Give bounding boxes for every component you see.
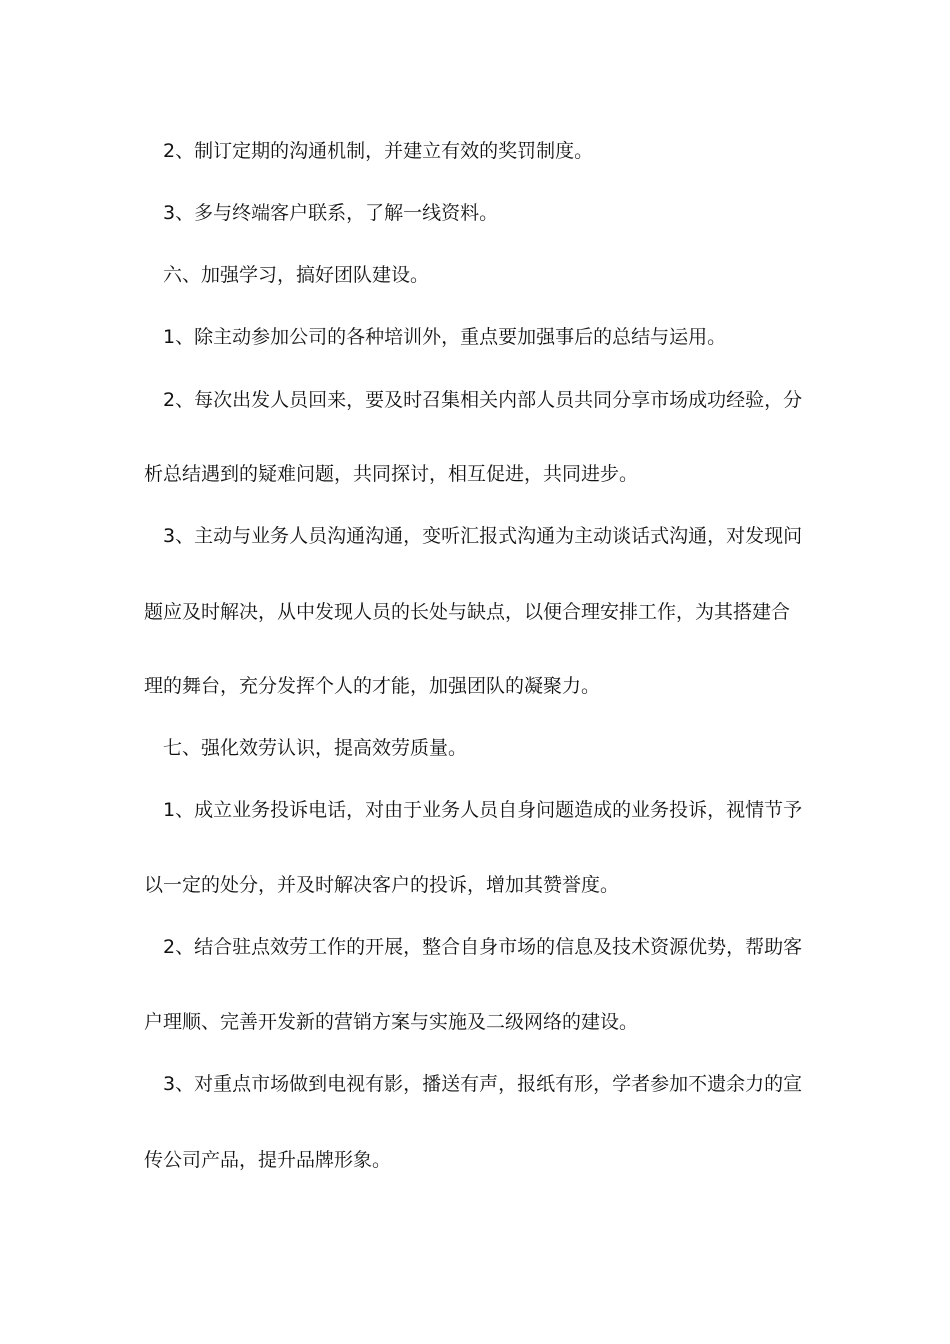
- paragraph-line: 2、结合驻点效劳工作的开展，整合自身市场的信息及技术资源优势，帮助客: [163, 936, 803, 958]
- section-heading: 六、加强学习，搞好团队建设。: [163, 264, 430, 286]
- paragraph-line: 析总结遇到的疑难问题，共同探讨，相互促进，共同进步。: [144, 463, 639, 485]
- paragraph-line: 传公司产品，提升品牌形象。: [144, 1149, 392, 1171]
- paragraph-line: 2、制订定期的沟通机制，并建立有效的奖罚制度。: [163, 140, 594, 162]
- section-heading: 七、强化效劳认识，提高效劳质量。: [163, 737, 468, 759]
- paragraph-line: 3、主动与业务人员沟通沟通，变听汇报式沟通为主动谈话式沟通，对发现问: [163, 525, 803, 547]
- paragraph-line: 3、对重点市场做到电视有影，播送有声，报纸有形，学者参加不遗余力的宣: [163, 1073, 803, 1095]
- paragraph-line: 3、多与终端客户联系，了解一线资料。: [163, 202, 499, 224]
- paragraph-line: 1、除主动参加公司的各种培训外，重点要加强事后的总结与运用。: [163, 326, 727, 348]
- paragraph-line: 以一定的处分，并及时解决客户的投诉，增加其赞誉度。: [144, 874, 620, 896]
- paragraph-line: 理的舞台，充分发挥个人的才能，加强团队的凝聚力。: [144, 675, 601, 697]
- paragraph-line: 户理顺、完善开发新的营销方案与实施及二级网络的建设。: [144, 1011, 639, 1033]
- paragraph-line: 2、每次出发人员回来，要及时召集相关内部人员共同分享市场成功经验，分: [163, 389, 803, 411]
- paragraph-line: 题应及时解决，从中发现人员的长处与缺点，以便合理安排工作，为其搭建合: [144, 601, 791, 623]
- paragraph-line: 1、成立业务投诉电话，对由于业务人员自身问题造成的业务投诉，视情节予: [163, 799, 803, 821]
